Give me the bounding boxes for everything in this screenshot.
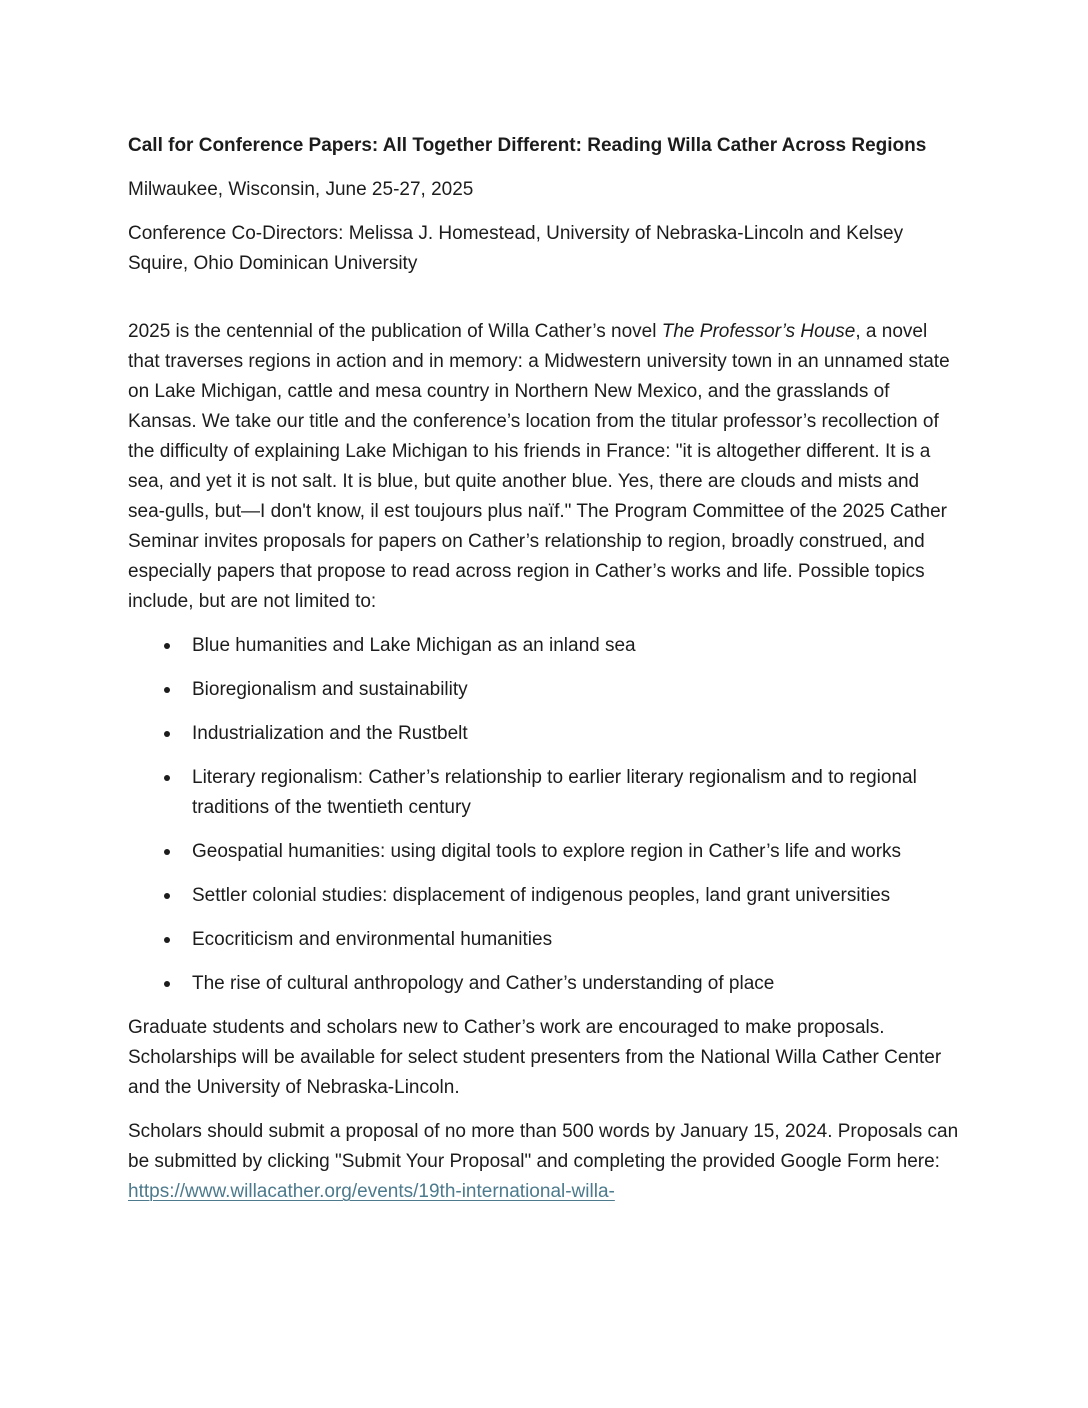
topic-text: Industrialization and the Rustbelt bbox=[192, 723, 468, 744]
document-title: Call for Conference Papers: All Together Different: Reading Willa Cather Across Regions bbox=[128, 135, 927, 156]
topic-text: Geospatial humanities: using digital tools to explore region in Cather’s life and works bbox=[192, 841, 902, 862]
list-item bbox=[163, 719, 960, 749]
list-item bbox=[163, 925, 960, 955]
topics-list bbox=[128, 631, 960, 999]
list-item bbox=[163, 631, 960, 661]
bullet-icon bbox=[164, 937, 170, 943]
bullet-icon bbox=[164, 849, 170, 855]
topic-text: The rise of cultural anthropology and Cather’s understanding of place bbox=[192, 973, 775, 994]
intro-paragraph bbox=[128, 317, 960, 617]
topic-text: Settler colonial studies: displacement of indigenous peoples, land grant universities bbox=[192, 885, 891, 906]
graduate-students-paragraph: Graduate students and scholars new to Cather’s work are encouraged to make proposals. Scholarships will be available for select student presenters from the National Willa Cather Center and the University of Nebraska-Lincoln. bbox=[128, 1017, 942, 1098]
bullet-icon bbox=[164, 731, 170, 737]
directors-line: Conference Co-Directors: Melissa J. Homestead, University of Nebraska-Lincoln and Kelsey Squire, Ohio Dominican University bbox=[128, 223, 904, 274]
list-item bbox=[163, 881, 960, 911]
bullet-icon bbox=[164, 643, 170, 649]
book-title-italic: The Professor’s House bbox=[661, 321, 856, 342]
intro-text-before-italic: 2025 is the centennial of the publication of Willa Cather’s novel bbox=[128, 321, 662, 342]
location-date-line: Milwaukee, Wisconsin, June 25-27, 2025 bbox=[128, 179, 474, 200]
bullet-icon bbox=[164, 687, 170, 693]
topic-text: Blue humanities and Lake Michigan as an inland sea bbox=[192, 635, 636, 656]
list-item bbox=[163, 837, 960, 867]
list-item bbox=[163, 763, 960, 823]
bullet-icon bbox=[164, 775, 170, 781]
topic-text: Literary regionalism: Cather’s relationship to earlier literary regionalism and to regional traditions of the twentieth century bbox=[192, 767, 917, 818]
topic-text: Bioregionalism and sustainability bbox=[192, 679, 468, 700]
submission-text: Scholars should submit a proposal of no more than 500 words by January 15, 2024. Proposals can be submitted by clicking "Submit Your Proposal" and completing the provided Google Form here: bbox=[128, 1121, 959, 1172]
submission-paragraph bbox=[128, 1117, 960, 1207]
topic-text: Ecocriticism and environmental humanities bbox=[192, 929, 553, 950]
bullet-icon bbox=[164, 893, 170, 899]
list-item bbox=[163, 969, 960, 999]
intro-text-after-italic: , a novel that traverses regions in action and in memory: a Midwestern university town in an unnamed state on Lake Michigan, cattle and mesa country in Northern New Mexico, and the grasslands of Kansas. We take our title and the conference’s location from the titular professor’s recollection of the difficulty of explaining Lake Michigan to his friends in France: "it is altogether different. It is a sea, and yet it is not salt. It is blue, but quite another blue. Yes, there are clouds and mists and sea-gulls, but—I don't know, il est toujours plus naïf." The Program Committee of the 2025 Cather Seminar invites proposals for papers on Cather’s relationship to region, broadly construed, and especially papers that propose to read across region in Cather’s works and life. Possible topics include, but are not limited to: bbox=[128, 321, 950, 612]
proposal-form-link[interactable]: https://www.willacather.org/events/19th-international-willa- bbox=[128, 1181, 615, 1202]
list-item bbox=[163, 675, 960, 705]
bullet-icon bbox=[164, 981, 170, 987]
